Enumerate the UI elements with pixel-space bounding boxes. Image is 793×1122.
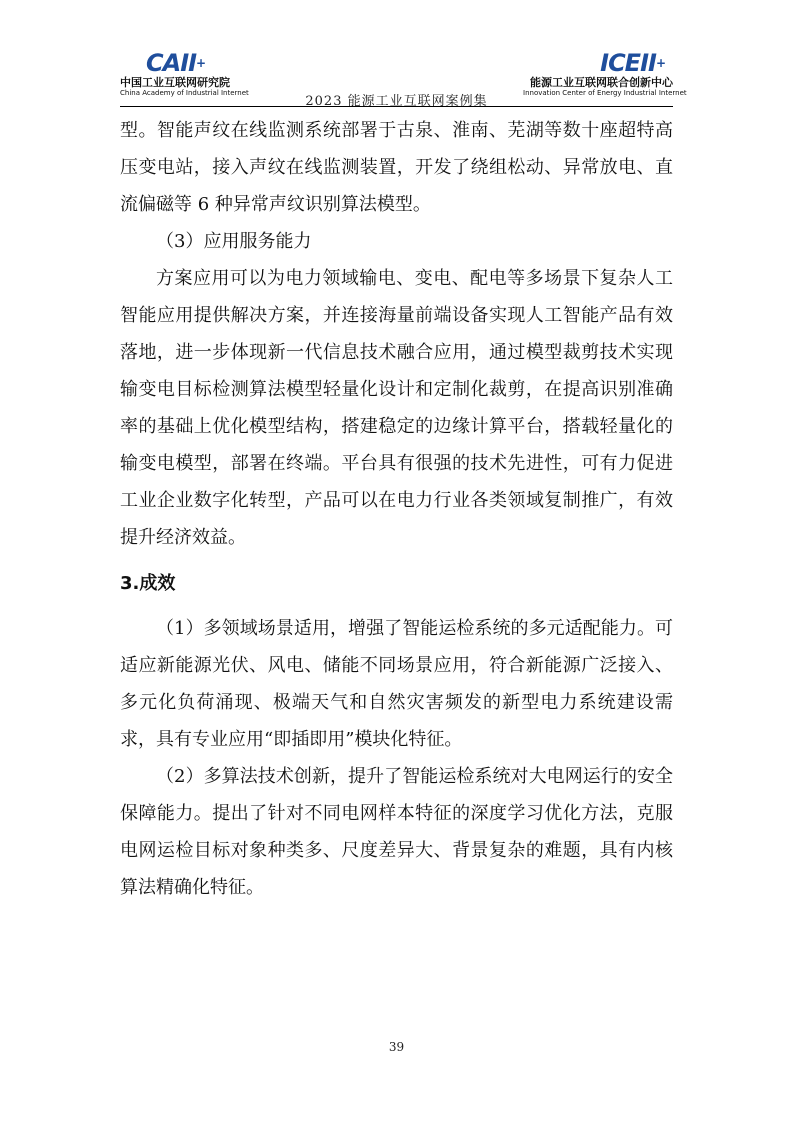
- iceii-logo: [523, 49, 687, 104]
- iceii-name-en: Innovation Center of Energy Industrial Internet: [523, 89, 687, 97]
- page-number: 39: [388, 1040, 405, 1054]
- page-body: [120, 112, 673, 906]
- page-header: [120, 49, 687, 109]
- section-heading-results: 3.成效: [120, 573, 176, 594]
- iceii-logo-mark: ICEII+: [600, 49, 665, 77]
- header-divider: [120, 106, 673, 107]
- header-title: 2023 能源工业互联网案例集: [305, 94, 488, 109]
- paragraph-3: （1）多领域场景适用，增强了智能运检系统的多元适配能力。可适应新能源光伏、风电、储能不同场景应用，符合新能源广泛接入、多元化负荷涌现、极端天气和自然灾害频发的新型电力系统建设需求，具有专业应用“即插即用”模块化特征。: [120, 618, 673, 750]
- paragraph-1: 型。智能声纹在线监测系统部署于古泉、淮南、芜湖等数十座超特高压变电站，接入声纹在线监测装置，开发了绕组松动、异常放电、直流偏磁等 6 种异常声纹识别算法模型。: [120, 120, 673, 215]
- paragraph-2: 方案应用可以为电力领域输电、变电、配电等多场景下复杂人工智能应用提供解决方案，并连接海量前端设备实现人工智能产品有效落地，进一步体现新一代信息技术融合应用，通过模型裁剪技术实现输变电目标检测算法模型轻量化设计和定制化裁剪，在提高识别准确率的基础上优化模型结构，搭建稳定的边缘计算平台，搭载轻量化的输变电模型，部署在终端。平台具有很强的技术先进性，可有力促进工业企业数字化转型，产品可以在电力行业各类领域复制推广，有效提升经济效益。: [120, 268, 673, 548]
- paragraph-4: （2）多算法技术创新，提升了智能运检系统对大电网运行的安全保障能力。提出了针对不同电网样本特征的深度学习优化方法，克服电网运检目标对象种类多、尺度差异大、背景复杂的难题，具有内核算法精确化特征。: [120, 766, 673, 898]
- caii-logo-mark: CAII+: [146, 49, 206, 77]
- caii-name-cn: 中国工业互联网研究院: [120, 76, 230, 89]
- caii-name-en: China Academy of Industrial Internet: [120, 89, 249, 97]
- subheading-application-service: （3）应用服务能力: [156, 231, 312, 252]
- iceii-name-cn: 能源工业互联网联合创新中心: [530, 76, 673, 89]
